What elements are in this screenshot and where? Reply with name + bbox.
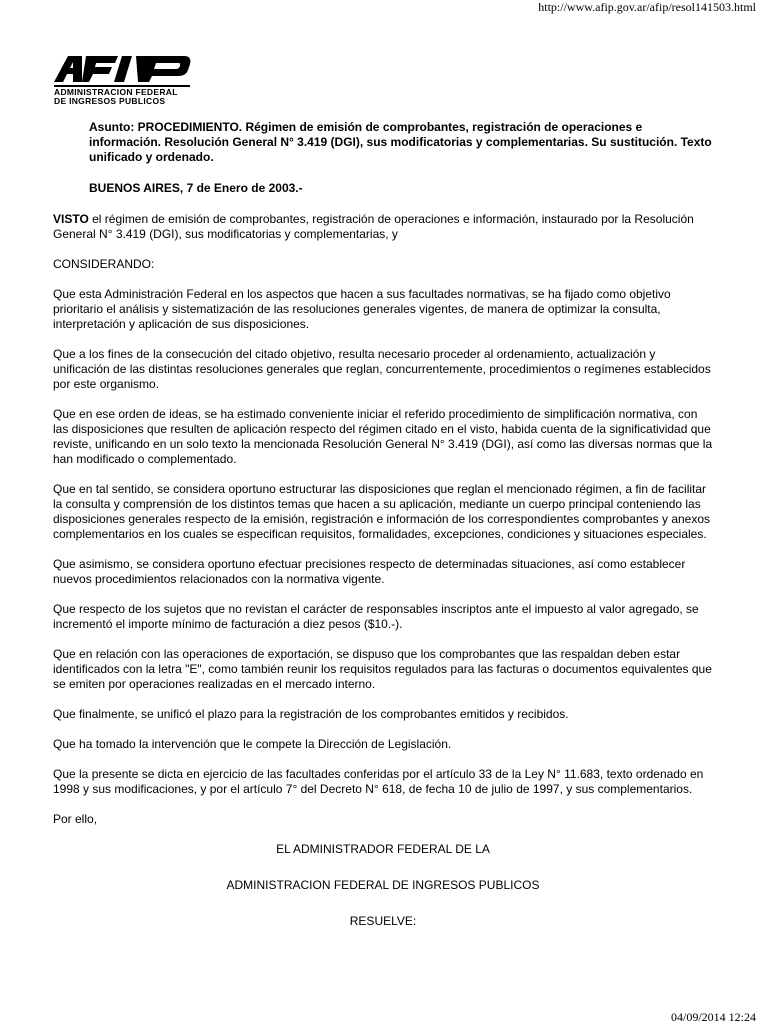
paragraph: Que en ese orden de ideas, se ha estimado conveniente iniciar el referido procedimiento de simplificación normativa, con las disposiciones que resulten de aplicación respecto del régimen citado en el visto, habida cuenta de la significatividad que reviste, unificando en un solo texto la mencionada Resolución General N° 3.419 (DGI), así como las diversas normas que la han modificado o complementado. (53, 407, 713, 466)
paragraph: Que a los fines de la consecución del citado objetivo, resulta necesario proceder al ordenamiento, actualización y unificación de las distintas resoluciones generales que reglan, concurrentemente, procedimientos o regímenes establecidos por este organismo. (53, 347, 711, 391)
paragraph: Que la presente se dicta en ejercicio de las facultades conferidas por el artículo 33 de la Ley N° 11.683, texto ordenado en 1998 y sus modificaciones, y por el artículo 7° del Decreto N° 618, de fecha 10 de julio de 1997, y sus complementarios. (53, 767, 704, 796)
visto-text: el régimen de emisión de comprobantes, registración de operaciones e información, instaurado por la Resolución General N° 3.419 (DGI), sus modificatorias y complementarias, y (53, 212, 694, 241)
afip-logo (52, 52, 194, 108)
visto-paragraph (53, 212, 713, 242)
visto-label: VISTO (53, 212, 89, 226)
print-timestamp: 04/09/2014 12:24 (670, 1010, 756, 1024)
center-line-afip: ADMINISTRACION FEDERAL DE INGRESOS PUBLICOS (226, 878, 540, 892)
paragraph: Que en tal sentido, se considera oportuno estructurar las disposiciones que reglan el mencionado régimen, a fin de facilitar la consulta y comprensión de los distintos temas que hacen a su aplicación, mediante un cuerpo principal conteniendo las disposiciones generales respecto de la emisión, registración e información de los correspondientes comprobantes y anexos complementarios en los cuales se especifican requisitos, formalidades, excepciones, condiciones y situaciones especiales. (53, 482, 711, 541)
center-line-resuelve: RESUELVE: (349, 914, 417, 928)
document-date: BUENOS AIRES, 7 de Enero de 2003.- (89, 181, 303, 195)
paragraph: Que esta Administración Federal en los aspectos que hacen a sus facultades normativas, se ha fijado como objetivo prioritario el análisis y sistematización de las resoluciones generales vigentes, de manera de optimizar la consulta, interpretación y aplicación de sus disposiciones. (53, 287, 671, 331)
paragraph: Que respecto de los sujetos que no revistan el carácter de responsables inscriptos ante el impuesto al valor agregado, se incrementó el importe mínimo de facturación a diez pesos ($10.-). (53, 602, 699, 631)
paragraph: Que finalmente, se unificó el plazo para la registración de los comprobantes emitidos y recibidos. (53, 707, 569, 721)
logo-text-line1: ADMINISTRACION FEDERAL (54, 87, 178, 97)
considerando-heading: CONSIDERANDO: (53, 257, 155, 271)
paragraph: Que asimismo, se considera oportuno efectuar precisiones respecto de determinadas situaciones, así como establecer nuevos procedimientos relacionados con la normativa vigente. (53, 557, 686, 586)
page-url: http://www.afip.gov.ar/afip/resol141503.html (538, 0, 756, 14)
paragraph: Por ello, (53, 812, 98, 826)
document-subject: Asunto: PROCEDIMIENTO. Régimen de emisión de comprobantes, registración de operaciones e información. Resolución General N° 3.419 (DGI), sus modificatorias y complementarias. Su sustitución. Texto unificado y ordenado. (89, 120, 712, 164)
paragraph: Que en relación con las operaciones de exportación, se dispuso que los comprobantes que las respaldan deben estar identificados con la letra "E", como también reunir los requisitos regulados para las facturas o documentos equivalentes que se emiten por operaciones realizadas en el mercado interno. (53, 647, 712, 691)
document-body (53, 120, 713, 950)
center-line-administrador: EL ADMINISTRADOR FEDERAL DE LA (276, 842, 490, 856)
paragraph: Que ha tomado la intervención que le compete la Dirección de Legislación. (53, 737, 452, 751)
logo-text-line2: DE INGRESOS PUBLICOS (54, 96, 166, 106)
